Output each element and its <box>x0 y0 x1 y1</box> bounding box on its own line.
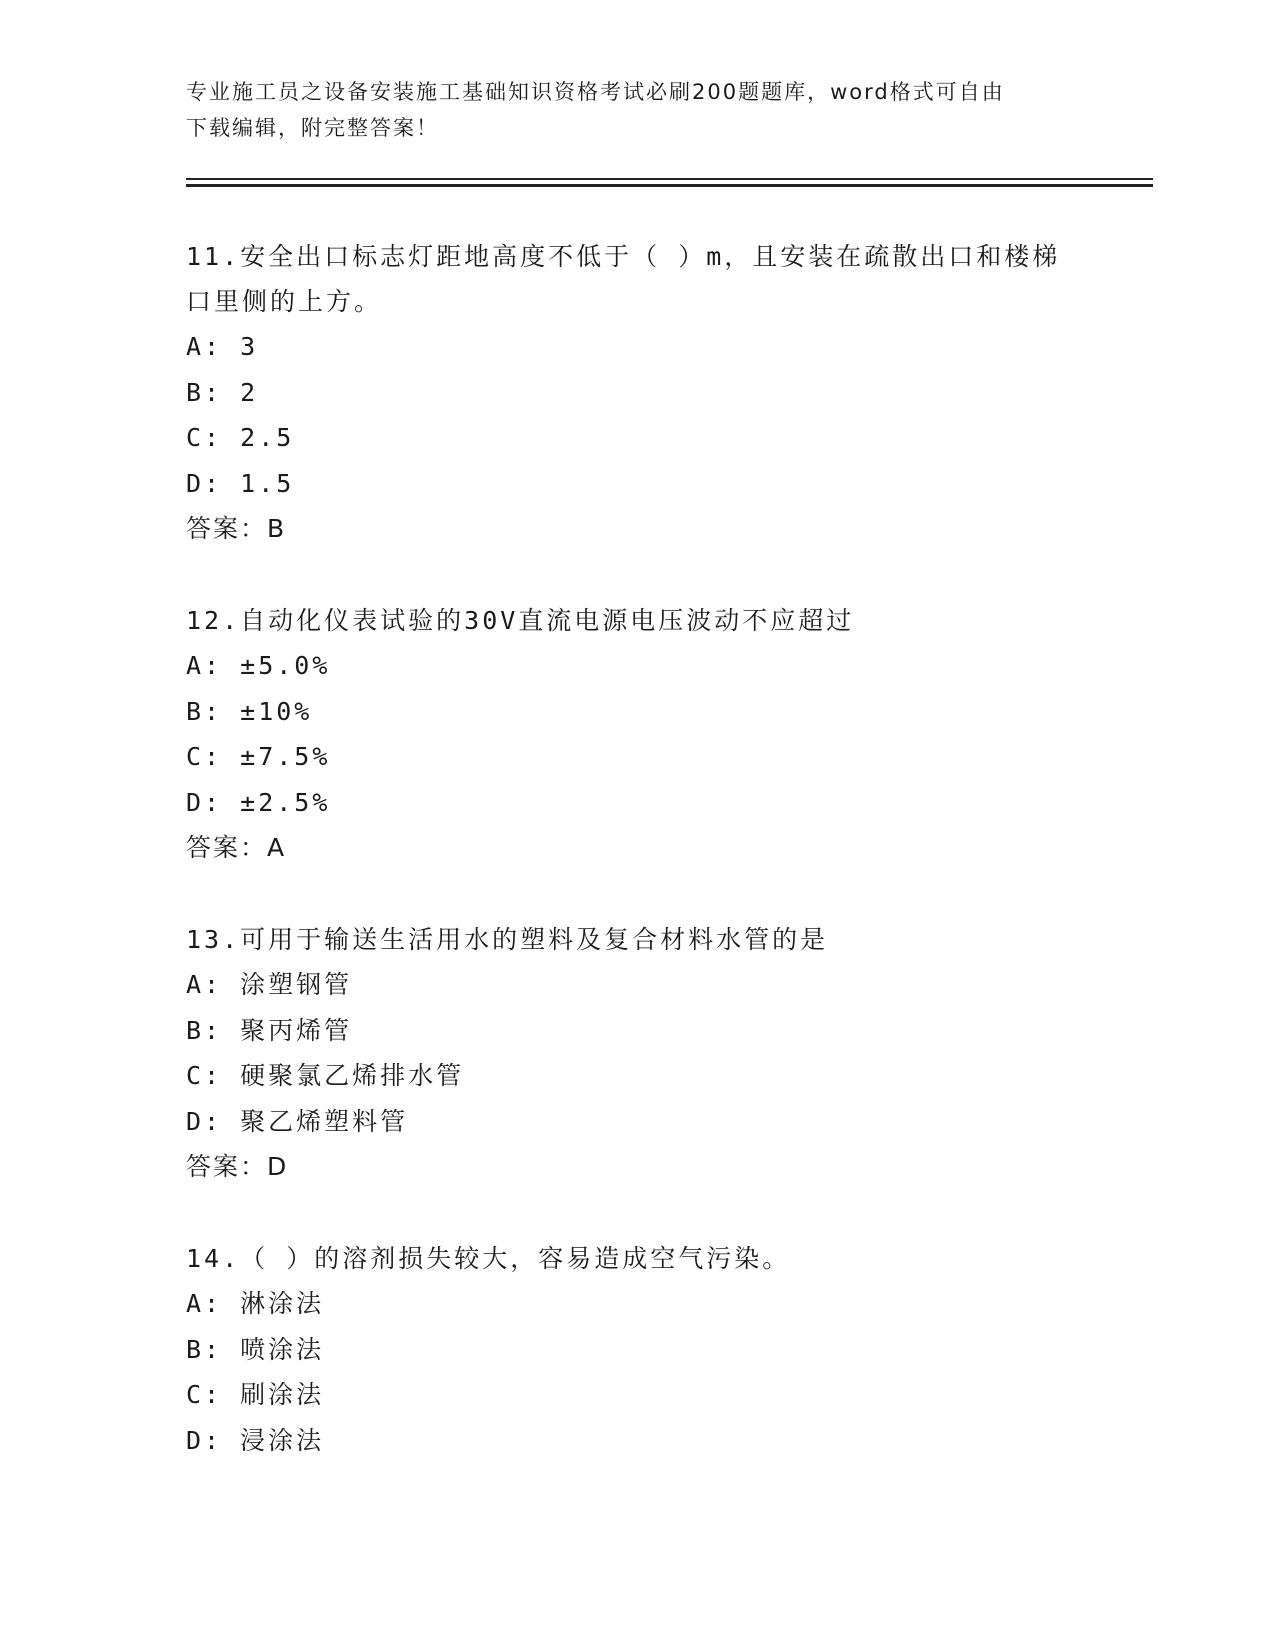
answer-line: 答案：A <box>186 833 287 862</box>
question-12 <box>186 598 1086 871</box>
answer-line: 答案：B <box>186 514 287 543</box>
option-b: B: 喷涂法 <box>186 1334 325 1364</box>
document-header <box>186 74 1086 146</box>
option-b: B: 聚丙烯管 <box>186 1015 353 1045</box>
option-c: C: 硬聚氯乙烯排水管 <box>186 1061 465 1090</box>
question-13 <box>186 917 1086 1190</box>
header-divider-thick <box>186 184 1153 187</box>
option-d: D: 聚乙烯塑料管 <box>186 1106 409 1136</box>
option-c: C: 刷涂法 <box>186 1380 325 1409</box>
question-stem-line: 13.可用于输送生活用水的塑料及复合材料水管的是 <box>186 925 829 954</box>
option-a: A: 涂塑钢管 <box>186 970 353 999</box>
option-b: B: 2 <box>186 377 259 407</box>
question-11 <box>186 234 1086 552</box>
question-14 <box>186 1236 1086 1463</box>
answer-line: 答案：D <box>186 1152 289 1181</box>
option-b: B: ±10% <box>186 696 313 726</box>
header-line-1: 专业施工员之设备安装施工基础知识资格考试必刷200题题库，word格式可自由 <box>186 80 1005 104</box>
header-divider-thin <box>186 178 1153 180</box>
option-a: A: ±5.0% <box>186 651 331 680</box>
option-a: A: 淋涂法 <box>186 1289 325 1318</box>
question-stem-line: 11.安全出口标志灯距地高度不低于（ ）m，且安装在疏散出口和楼梯 <box>186 242 1061 271</box>
option-d: D: ±2.5% <box>186 787 331 817</box>
question-stem-line: 14.（ ）的溶剂损失较大，容易造成空气污染。 <box>186 1244 791 1273</box>
header-line-2: 下载编辑，附完整答案！ <box>186 116 439 140</box>
option-c: C: 2.5 <box>186 423 295 452</box>
option-d: D: 1.5 <box>186 468 295 498</box>
question-stem-line: 12.自动化仪表试验的30V直流电源电压波动不应超过 <box>186 606 855 635</box>
option-c: C: ±7.5% <box>186 742 331 771</box>
question-list <box>186 234 1086 1509</box>
option-d: D: 浸涂法 <box>186 1425 325 1455</box>
option-a: A: 3 <box>186 332 259 361</box>
question-stem-line: 口里侧的上方。 <box>186 287 383 316</box>
